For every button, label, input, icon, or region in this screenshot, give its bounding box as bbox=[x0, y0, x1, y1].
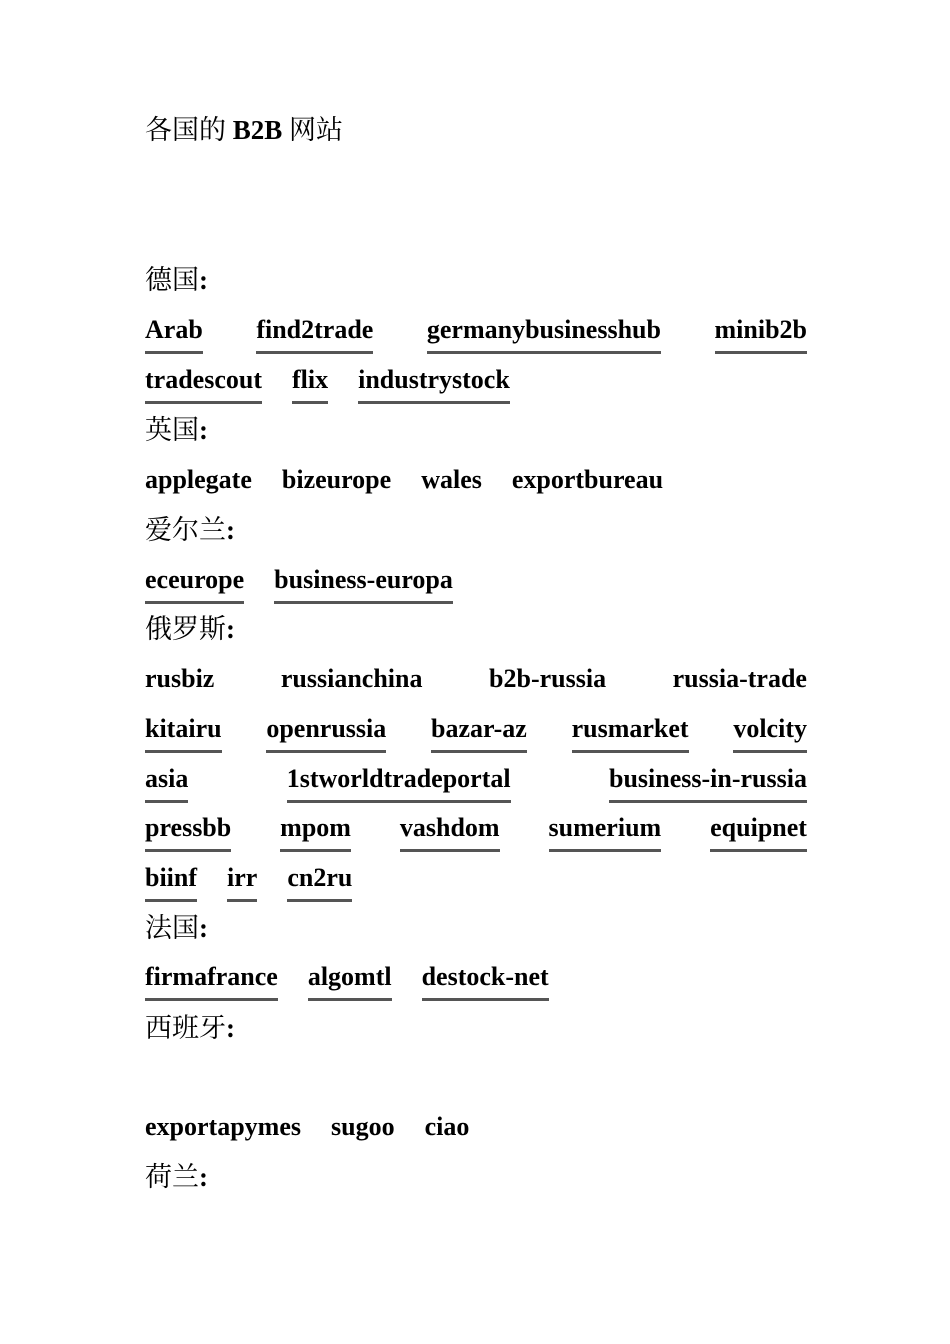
country-label: 俄罗斯 bbox=[145, 614, 226, 644]
country-heading-germany bbox=[145, 263, 208, 297]
site-link-1stworldtradeportal[interactable]: 1stworldtradeportal bbox=[287, 762, 511, 803]
country-heading-spain bbox=[145, 1011, 235, 1045]
country-label: 英国 bbox=[145, 415, 199, 445]
site-link-equipnet[interactable]: equipnet bbox=[710, 811, 807, 852]
link-row-france-1 bbox=[145, 960, 807, 1001]
site-link-destock-net[interactable]: destock-net bbox=[422, 960, 549, 1001]
site-link-russia-trade[interactable]: russia-trade bbox=[672, 664, 807, 693]
site-link-firmafrance[interactable]: firmafrance bbox=[145, 960, 278, 1001]
link-row-russia-1 bbox=[145, 662, 807, 700]
link-row-russia-2 bbox=[145, 712, 807, 753]
site-link-rusmarket[interactable]: rusmarket bbox=[572, 712, 689, 753]
country-colon: : bbox=[199, 913, 208, 943]
site-link-kitairu[interactable]: kitairu bbox=[145, 712, 222, 753]
link-row-germany-2 bbox=[145, 363, 807, 404]
site-link-russianchina[interactable]: russianchina bbox=[280, 664, 423, 693]
country-label: 德国 bbox=[145, 265, 199, 295]
site-link-exportbureau[interactable]: exportbureau bbox=[511, 465, 664, 494]
site-link-flix[interactable]: flix bbox=[292, 363, 328, 404]
site-link-sugoo[interactable]: sugoo bbox=[330, 1112, 395, 1141]
site-link-pressbb[interactable]: pressbb bbox=[145, 811, 231, 852]
site-link-volcity[interactable]: volcity bbox=[733, 712, 807, 753]
site-link-ciao[interactable]: ciao bbox=[424, 1112, 470, 1141]
site-link-find2trade[interactable]: find2trade bbox=[256, 313, 373, 354]
link-row-russia-5 bbox=[145, 861, 807, 902]
site-link-business-in-russia[interactable]: business-in-russia bbox=[609, 762, 807, 803]
site-link-asia[interactable]: asia bbox=[145, 762, 188, 803]
site-link-minib2b[interactable]: minib2b bbox=[715, 313, 808, 354]
country-label: 法国 bbox=[145, 913, 199, 943]
site-link-germanybusinesshub[interactable]: germanybusinesshub bbox=[427, 313, 661, 354]
country-heading-ireland bbox=[145, 513, 235, 547]
page-title bbox=[145, 113, 343, 147]
site-link-b2b-russia[interactable]: b2b-russia bbox=[489, 664, 607, 693]
country-colon: : bbox=[226, 515, 235, 545]
site-link-rusbiz[interactable]: rusbiz bbox=[145, 664, 215, 693]
country-label: 荷兰 bbox=[145, 1162, 199, 1192]
site-link-irr[interactable]: irr bbox=[227, 861, 257, 902]
country-colon: : bbox=[199, 1162, 208, 1192]
link-row-russia-3 bbox=[145, 762, 807, 803]
site-link-eceurope[interactable]: eceurope bbox=[145, 563, 244, 604]
site-link-wales[interactable]: wales bbox=[421, 465, 482, 494]
country-heading-netherlands bbox=[145, 1160, 208, 1194]
site-link-cn2ru[interactable]: cn2ru bbox=[287, 861, 352, 902]
country-heading-uk bbox=[145, 413, 208, 447]
site-link-applegate[interactable]: applegate bbox=[145, 465, 252, 494]
site-link-arab[interactable]: Arab bbox=[145, 313, 203, 354]
title-suffix: 网站 bbox=[289, 115, 344, 145]
link-row-uk-1 bbox=[145, 463, 807, 501]
link-row-ireland-1 bbox=[145, 563, 807, 604]
country-heading-france bbox=[145, 911, 208, 945]
country-colon: : bbox=[199, 415, 208, 445]
link-row-russia-4 bbox=[145, 811, 807, 852]
country-heading-russia bbox=[145, 612, 235, 646]
site-link-industrystock[interactable]: industrystock bbox=[358, 363, 510, 404]
site-link-biinf[interactable]: biinf bbox=[145, 861, 197, 902]
site-link-tradescout[interactable]: tradescout bbox=[145, 363, 262, 404]
site-link-mpom[interactable]: mpom bbox=[280, 811, 351, 852]
title-prefix: 各国的 bbox=[145, 115, 226, 145]
country-label: 爱尔兰 bbox=[145, 515, 226, 545]
site-link-business-europa[interactable]: business-europa bbox=[274, 563, 453, 604]
site-link-exportapymes[interactable]: exportapymes bbox=[145, 1112, 301, 1141]
country-colon: : bbox=[199, 265, 208, 295]
link-row-spain-1 bbox=[145, 1110, 807, 1148]
title-b2b: B2B bbox=[232, 115, 283, 145]
site-link-bazar-az[interactable]: bazar-az bbox=[431, 712, 527, 753]
country-label: 西班牙 bbox=[145, 1013, 226, 1043]
country-colon: : bbox=[226, 1013, 235, 1043]
site-link-bizeurope[interactable]: bizeurope bbox=[281, 465, 392, 494]
site-link-sumerium[interactable]: sumerium bbox=[549, 811, 662, 852]
country-colon: : bbox=[226, 614, 235, 644]
link-row-germany-1 bbox=[145, 313, 807, 354]
site-link-openrussia[interactable]: openrussia bbox=[266, 712, 386, 753]
site-link-vashdom[interactable]: vashdom bbox=[400, 811, 500, 852]
site-link-algomtl[interactable]: algomtl bbox=[308, 960, 392, 1001]
